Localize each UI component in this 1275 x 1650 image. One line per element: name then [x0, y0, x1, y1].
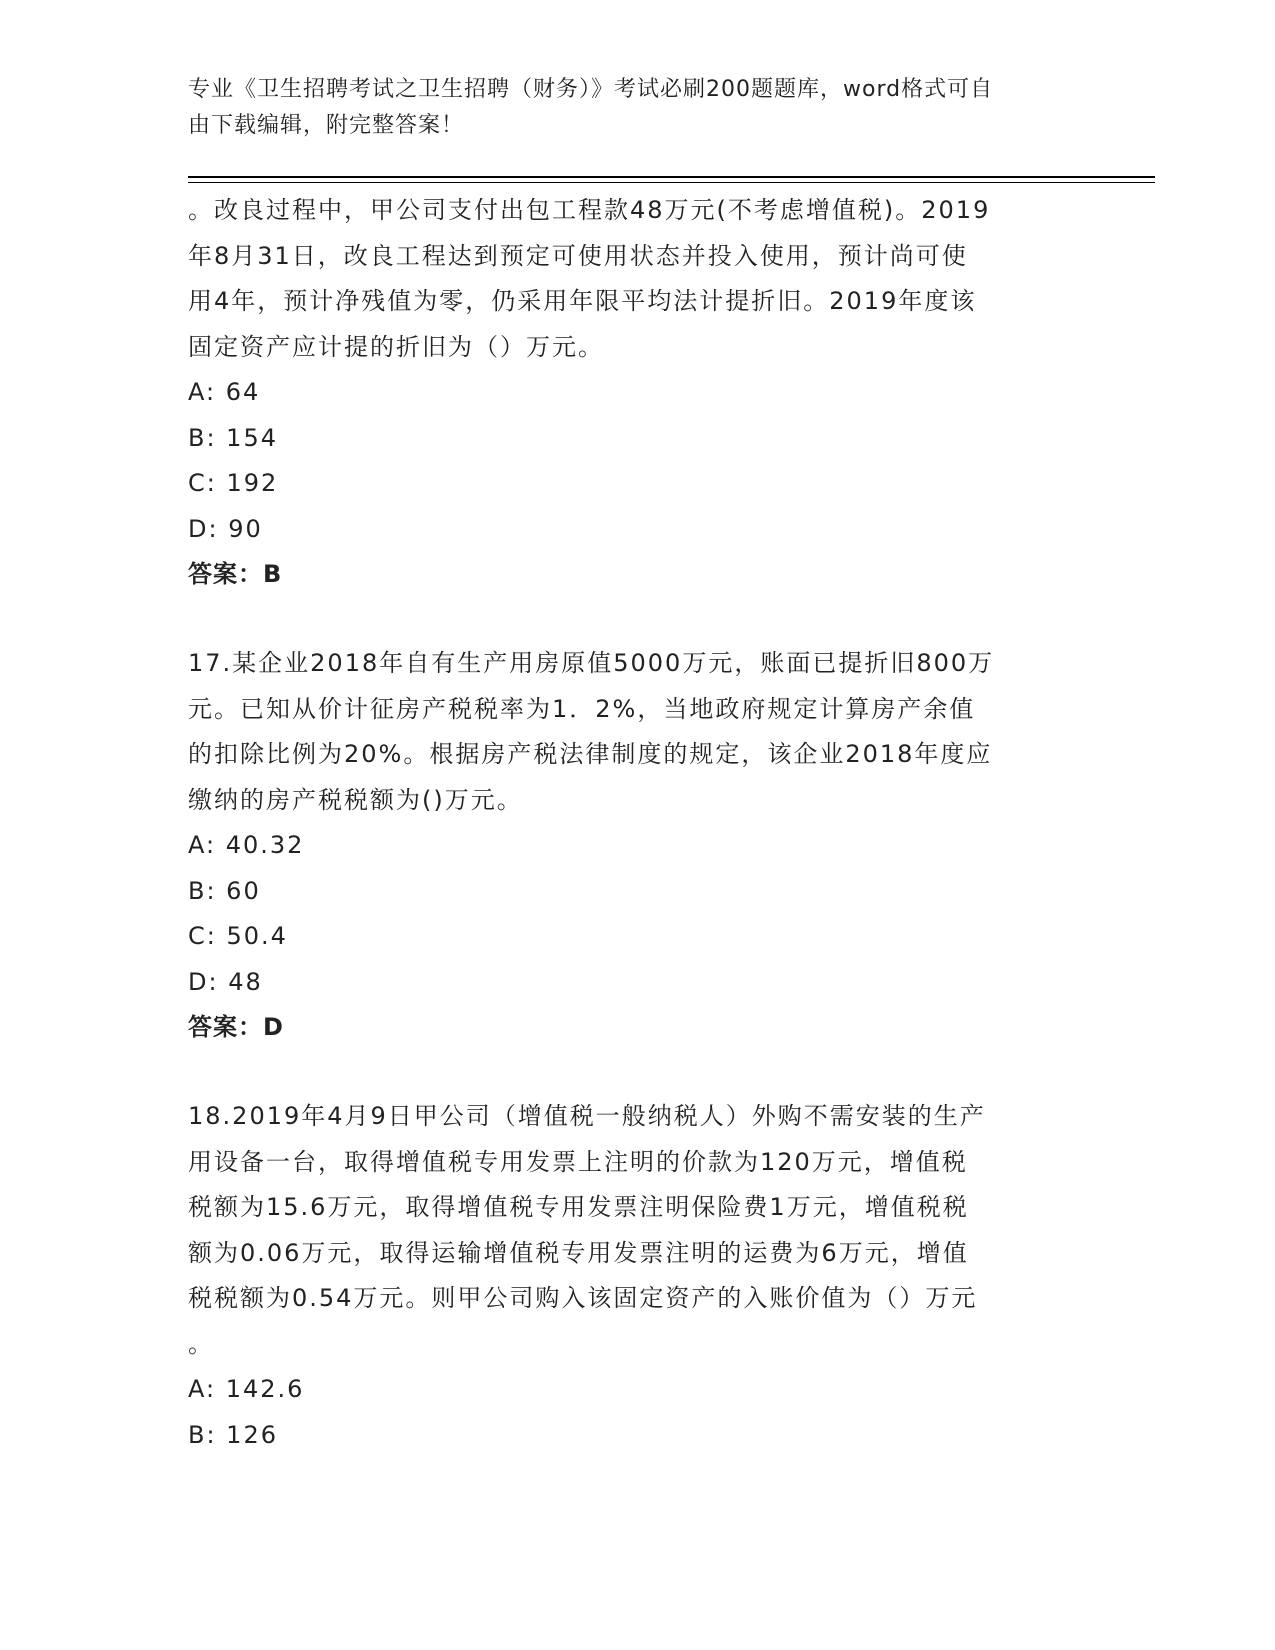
question-text-line: 用4年，预计净残值为零，仍采用年限平均法计提折旧。2019年度该 — [188, 287, 977, 315]
option-a: A: 40.32 — [188, 831, 305, 859]
header-divider-thin — [188, 182, 1155, 183]
question-text-line: 用设备一台，取得增值税专用发票上注明的价款为120万元，增值税 — [188, 1147, 968, 1176]
option-a: A: 64 — [188, 378, 261, 406]
answer-line: 答案：D — [188, 1013, 284, 1041]
answer-line: 答案：B — [188, 560, 283, 588]
question-text-line: 。 — [188, 1329, 214, 1358]
document-header — [188, 72, 1068, 144]
option-b: B: 60 — [188, 876, 261, 905]
question-text-line: 税税额为0.54万元。则甲公司购入该固定资产的入账价值为（）万元 — [188, 1284, 978, 1312]
question-text-line: 额为0.06万元，取得运输增值税专用发票注明的运费为6万元，增值 — [188, 1238, 969, 1267]
option-c: C: 50.4 — [188, 922, 288, 950]
header-line-1: 专业《卫生招聘考试之卫生招聘（财务）》考试必刷200题题库，word格式可自 — [188, 77, 994, 102]
question-text-line: 18.2019年4月9日甲公司（增值税一般纳税人）外购不需安装的生产 — [188, 1102, 986, 1130]
option-b: B: 126 — [188, 1420, 278, 1449]
question-text-line: 的扣除比例为20%。根据房产税法律制度的规定，该企业2018年度应 — [188, 740, 993, 768]
question-block-17 — [188, 641, 1088, 1050]
header-divider-thick — [188, 176, 1155, 178]
question-text-line: 税额为15.6万元，取得增值税专用发票注明保险费1万元，增值税税 — [188, 1193, 969, 1221]
option-c: C: 192 — [188, 469, 279, 497]
question-text-line: 元。已知从价计征房产税税率为1．2%，当地政府规定计算房产余值 — [188, 694, 976, 723]
question-spacer — [188, 597, 1088, 641]
question-spacer — [188, 1050, 1088, 1094]
question-text-line: 。改良过程中，甲公司支付出包工程款48万元(不考虑增值税)。2019 — [188, 196, 991, 224]
question-content — [188, 188, 1088, 1458]
question-block-18 — [188, 1094, 1088, 1458]
question-text-line: 年8月31日，改良工程达到预定可使用状态并投入使用，预计尚可使 — [188, 241, 968, 270]
option-b: B: 154 — [188, 423, 278, 452]
question-block-16 — [188, 188, 1088, 597]
option-d: D: 48 — [188, 967, 263, 996]
question-text-line: 缴纳的房产税税额为()万元。 — [188, 785, 523, 814]
header-line-2: 由下载编辑，附完整答案！ — [188, 113, 465, 138]
question-text-line: 17.某企业2018年自有生产用房原值5000万元，账面已提折旧800万 — [188, 649, 995, 677]
question-text-line: 固定资产应计提的折旧为（）万元。 — [188, 332, 604, 361]
option-a: A: 142.6 — [188, 1375, 305, 1403]
option-d: D: 90 — [188, 514, 263, 543]
